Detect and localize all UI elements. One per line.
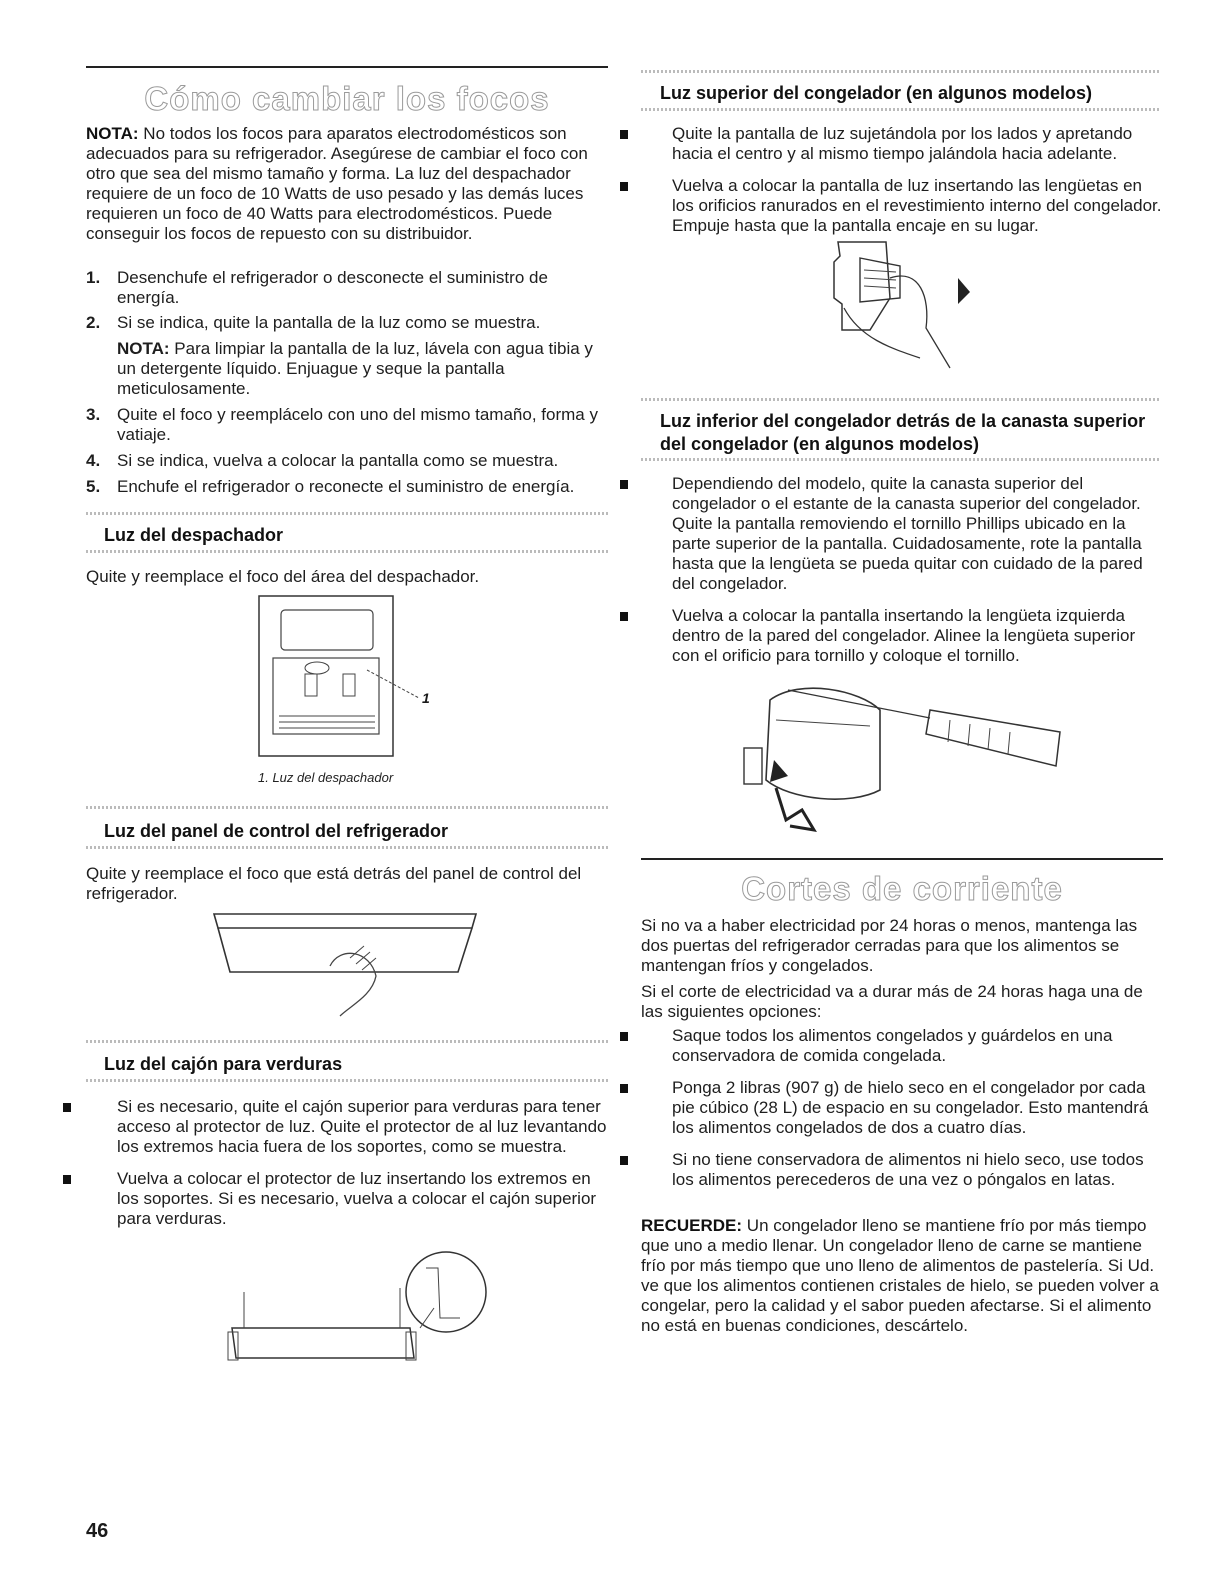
list-item — [672, 124, 1162, 164]
divider — [641, 458, 1161, 461]
cortes-paragraph-2: Si el corte de electricidad va a durar más de 24 horas haga una de las siguientes opciones: — [641, 982, 1143, 1021]
superior-bullets — [672, 124, 1162, 236]
inferior-bullets — [672, 474, 1162, 666]
page-number: 46 — [86, 1520, 109, 1542]
step2-note — [117, 339, 607, 399]
panel-text: Quite y reemplace el foco que está detrás del panel de control del refrigerador. — [86, 864, 582, 903]
bullet-text: Dependiendo del modelo, quite la canasta superior del congelador o el estante de la canasta superior del congelador. Quite la pantalla removiendo el tornillo Phillips ubicado en la parte superior de la pantalla. Cuidadosamente, rote la pantalla hasta que la lengüeta se pueda quitar con cuidado de la pared del congelador. — [672, 474, 1143, 593]
bullet-text: Quite la pantalla de luz sujetándola por los lados y apretando hacia el centro y al mismo tiempo jalándola hacia adelante. — [672, 124, 1133, 163]
nota-paragraph — [86, 124, 608, 244]
divider — [86, 1040, 608, 1043]
list-item — [117, 1097, 607, 1157]
heading-inferior: Luz inferior del congelador detrás de la canasta superior del congelador (en algunos modelos) — [660, 411, 1146, 454]
step-text: Enchufe el refrigerador o reconecte el suministro de energía. — [117, 477, 575, 496]
bullet-marker — [620, 1084, 628, 1093]
recuerde-paragraph — [641, 1216, 1163, 1336]
divider — [86, 806, 608, 809]
list-item — [672, 1150, 1162, 1190]
heading-cajon: Luz del cajón para verduras — [104, 1054, 343, 1074]
step-text: Si se indica, vuelva a colocar la pantalla como se muestra. — [117, 451, 559, 470]
divider — [641, 108, 1161, 111]
cortes-bullets — [672, 1026, 1162, 1190]
list-item — [672, 606, 1162, 666]
divider — [86, 846, 608, 849]
steps-list — [86, 268, 607, 497]
step-number: 5. — [86, 477, 101, 496]
crisper-light-illustration — [220, 1248, 490, 1378]
heading-panel-control: Luz del panel de control del refrigerador — [104, 821, 449, 841]
bullet-marker — [620, 130, 628, 139]
nota-label: NOTA: — [86, 124, 139, 143]
bullet-marker — [620, 182, 628, 191]
list-item — [86, 451, 607, 471]
list-item — [672, 1026, 1162, 1066]
list-item — [86, 477, 607, 497]
list-item — [86, 313, 607, 399]
list-item — [672, 1078, 1162, 1138]
step-text: Si se indica, quite la pantalla de la luz como se muestra. — [117, 313, 541, 332]
figure-caption: 1. Luz del despachador — [258, 770, 394, 785]
list-item — [672, 176, 1162, 236]
list-item — [86, 405, 607, 445]
bullet-text: Si es necesario, quite el cajón superior para verduras para tener acceso al protector de luz. Quite el protector de al luz levantando los extremos hacia fuera de los soportes, como se muestra. — [117, 1097, 607, 1156]
section-title-cortes: Cortes de corriente — [741, 870, 1063, 907]
bullet-marker — [63, 1103, 71, 1112]
bullet-text: Vuelva a colocar el protector de luz insertando los extremos en los soportes. Si es necesario, vuelva a colocar el cajón superior para verduras. — [117, 1169, 597, 1228]
step-number: 1. — [86, 268, 101, 287]
bullet-text: Ponga 2 libras (907 g) de hielo seco en el congelador por cada pie cúbico (28 L) de espacio en su congelador. Esto mantendrá los alimentos congelados de dos a cuatro días. — [672, 1078, 1149, 1137]
bullet-marker — [620, 480, 628, 489]
step-number: 3. — [86, 405, 101, 424]
list-item — [672, 474, 1162, 594]
bullet-marker — [620, 1156, 628, 1165]
freezer-bottom-light-illustration — [730, 670, 1100, 846]
recuerde-text: Un congelador lleno se mantiene frío por más tiempo que uno a medio llenar. Un congelador lleno de carne se mantiene frío por más tiempo que uno lleno de alimentos de pastelería. Si Ud. ve que los alimentos contienen cristales de hielo, se pueden volver a congelar, pero la calidad y el sabor pueden afectarse. Si el alimento no está en buenas condiciones, descártelo. — [641, 1216, 1159, 1335]
list-item — [86, 268, 607, 308]
bullet-marker — [63, 1175, 71, 1184]
control-panel-illustration — [200, 906, 490, 1026]
bullet-text: Vuelva a colocar la pantalla de luz insertando las lengüetas en los orificios ranurados en el revestimiento interno del congelador. Empuje hasta que la pantalla encaje en su lugar. — [672, 176, 1162, 235]
cortes-paragraph-1: Si no va a haber electricidad por 24 horas o menos, mantenga las dos puertas del refrigerador cerradas para que los alimentos se mantengan fríos y congelados. — [641, 916, 1138, 975]
callout-number: 1 — [422, 690, 430, 706]
divider — [86, 512, 608, 515]
step-text: Quite el foco y reemplácelo con uno del mismo tamaño, forma y vatiaje. — [117, 405, 598, 444]
bullet-text: Si no tiene conservadora de alimentos ni hielo seco, use todos los alimentos perecederos de una vez o póngalos en latas. — [672, 1150, 1144, 1189]
section-title-focos: Cómo cambiar los focos — [144, 80, 550, 117]
list-item — [117, 1169, 607, 1229]
divider — [86, 1079, 608, 1082]
section-rule — [86, 66, 608, 68]
cajon-bullets — [117, 1097, 607, 1229]
heading-despachador: Luz del despachador — [104, 525, 284, 545]
divider — [641, 398, 1161, 401]
bullet-text: Vuelva a colocar la pantalla insertando la lengüeta izquierda dentro de la pared del congelador. Alinee la lengüeta superior con el orificio para tornillo y coloque el tornillo. — [672, 606, 1136, 665]
nota-text: No todos los focos para aparatos electrodomésticos son adecuados para su refrigerador. Asegúrese de cambiar el foco con otro que sea del mismo tamaño y forma. La luz del despachador requiere de un foco de 10 Watts de uso pesado y las demás luces requieren un foco de 40 Watts para electrodomésticos. Puede conseguir los focos de repuesto con su distribuidor. — [86, 124, 588, 243]
recuerde-label: RECUERDE: — [641, 1216, 743, 1235]
heading-superior: Luz superior del congelador (en algunos modelos) — [660, 83, 1093, 103]
bullet-marker — [620, 1032, 628, 1041]
section-rule — [641, 858, 1163, 860]
step-number: 2. — [86, 313, 101, 332]
despachador-text: Quite y reemplace el foco del área del despachador. — [86, 567, 480, 586]
freezer-top-light-illustration — [830, 238, 980, 378]
step-text: Desenchufe el refrigerador o desconecte el suministro de energía. — [117, 268, 548, 307]
dispenser-illustration — [255, 594, 445, 764]
step2-note-text: Para limpiar la pantalla de la luz, lávela con agua tibia y un detergente líquido. Enjuague y seque la pantalla meticulosamente. — [117, 339, 593, 398]
bullet-marker — [620, 612, 628, 621]
step-number: 4. — [86, 451, 101, 470]
bullet-text: Saque todos los alimentos congelados y guárdelos en una conservadora de comida congelada. — [672, 1026, 1113, 1065]
divider — [641, 70, 1161, 73]
step2-note-label: NOTA: — [117, 339, 170, 358]
divider — [86, 550, 608, 553]
